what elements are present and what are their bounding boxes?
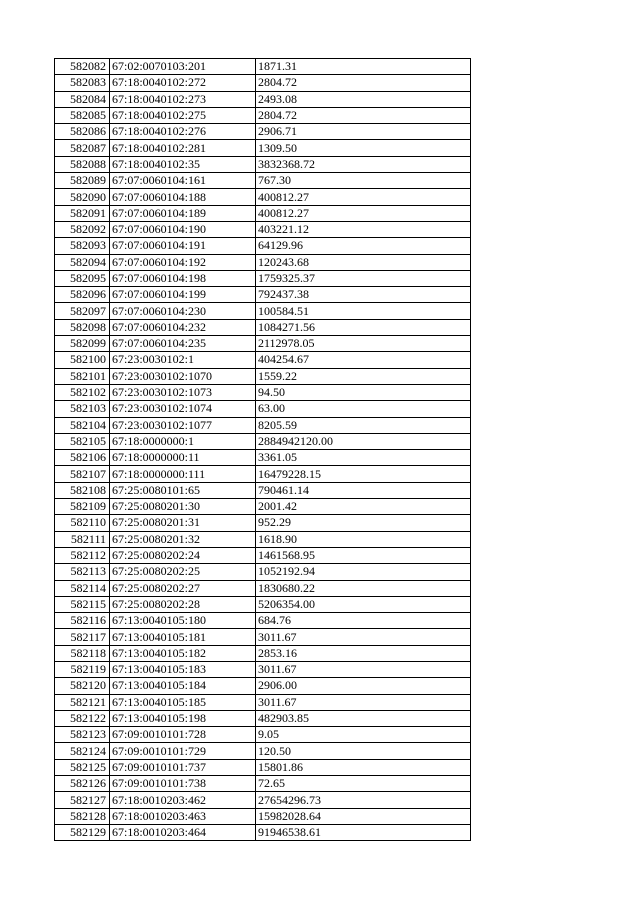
record-id-cell: 582099 [55,336,110,352]
record-id-cell: 582091 [55,205,110,221]
cadastral-number-cell: 67:25:0080202:27 [110,580,256,596]
table-row [55,629,471,645]
amount-cell: 1052192.94 [256,564,471,580]
table-row [55,661,471,677]
table-row [55,759,471,775]
cadastral-number-cell: 67:18:0040102:276 [110,124,256,140]
record-id-cell: 582088 [55,156,110,172]
amount-cell: 27654296.73 [256,792,471,808]
cadastral-number-cell: 67:13:0040105:181 [110,629,256,645]
cadastral-number-cell: 67:13:0040105:184 [110,678,256,694]
table-row [55,107,471,123]
table-row [55,808,471,824]
record-id-cell: 582115 [55,596,110,612]
amount-cell: 1871.31 [256,59,471,75]
record-id-cell: 582083 [55,75,110,91]
amount-cell: 15982028.64 [256,808,471,824]
record-id-cell: 582119 [55,661,110,677]
amount-cell: 2853.16 [256,645,471,661]
table-row [55,156,471,172]
cadastral-number-cell: 67:02:0070103:201 [110,59,256,75]
table-row [55,384,471,400]
cadastral-number-cell: 67:25:0080201:32 [110,531,256,547]
record-id-cell: 582102 [55,384,110,400]
amount-cell: 16479228.15 [256,466,471,482]
table-row [55,238,471,254]
record-id-cell: 582127 [55,792,110,808]
record-id-cell: 582122 [55,710,110,726]
record-id-cell: 582103 [55,401,110,417]
cadastral-number-cell: 67:07:0060104:191 [110,238,256,254]
record-id-cell: 582108 [55,482,110,498]
amount-cell: 2884942120.00 [256,433,471,449]
cadastral-number-cell: 67:23:0030102:1070 [110,368,256,384]
amount-cell: 482903.85 [256,710,471,726]
amount-cell: 1830680.22 [256,580,471,596]
cadastral-number-cell: 67:13:0040105:180 [110,613,256,629]
amount-cell: 2804.72 [256,75,471,91]
record-id-cell: 582094 [55,254,110,270]
data-table [54,58,471,841]
table-body [55,59,471,841]
amount-cell: 1559.22 [256,368,471,384]
record-id-cell: 582086 [55,124,110,140]
amount-cell: 400812.27 [256,189,471,205]
record-id-cell: 582117 [55,629,110,645]
amount-cell: 3011.67 [256,629,471,645]
cadastral-number-cell: 67:18:0010203:464 [110,824,256,840]
record-id-cell: 582120 [55,678,110,694]
record-id-cell: 582126 [55,776,110,792]
table-row [55,140,471,156]
record-id-cell: 582089 [55,173,110,189]
cadastral-number-cell: 67:18:0000000:1 [110,433,256,449]
record-id-cell: 582100 [55,352,110,368]
record-id-cell: 582129 [55,824,110,840]
table-row [55,401,471,417]
amount-cell: 94.50 [256,384,471,400]
record-id-cell: 582104 [55,417,110,433]
amount-cell: 767.30 [256,173,471,189]
record-id-cell: 582121 [55,694,110,710]
cadastral-number-cell: 67:18:0010203:462 [110,792,256,808]
amount-cell: 72.65 [256,776,471,792]
cadastral-number-cell: 67:07:0060104:192 [110,254,256,270]
cadastral-number-cell: 67:23:0030102:1074 [110,401,256,417]
amount-cell: 1618.90 [256,531,471,547]
table-row [55,368,471,384]
cadastral-number-cell: 67:25:0080202:25 [110,564,256,580]
table-row [55,352,471,368]
amount-cell: 952.29 [256,515,471,531]
cadastral-number-cell: 67:13:0040105:183 [110,661,256,677]
table-row [55,287,471,303]
cadastral-number-cell: 67:07:0060104:161 [110,173,256,189]
cadastral-number-cell: 67:07:0060104:188 [110,189,256,205]
amount-cell: 3011.67 [256,661,471,677]
record-id-cell: 582098 [55,319,110,335]
table-row [55,547,471,563]
cadastral-number-cell: 67:23:0030102:1 [110,352,256,368]
table-row [55,482,471,498]
table-row [55,450,471,466]
record-id-cell: 582090 [55,189,110,205]
amount-cell: 684.76 [256,613,471,629]
record-id-cell: 582116 [55,613,110,629]
amount-cell: 91946538.61 [256,824,471,840]
cadastral-number-cell: 67:07:0060104:232 [110,319,256,335]
record-id-cell: 582118 [55,645,110,661]
amount-cell: 1084271.56 [256,319,471,335]
cadastral-number-cell: 67:25:0080101:65 [110,482,256,498]
record-id-cell: 582105 [55,433,110,449]
record-id-cell: 582093 [55,238,110,254]
amount-cell: 2493.08 [256,91,471,107]
cadastral-number-cell: 67:07:0060104:235 [110,336,256,352]
amount-cell: 120243.68 [256,254,471,270]
amount-cell: 3361.05 [256,450,471,466]
record-id-cell: 582110 [55,515,110,531]
amount-cell: 2906.00 [256,678,471,694]
table-row [55,678,471,694]
record-id-cell: 582123 [55,727,110,743]
table-row [55,792,471,808]
record-id-cell: 582106 [55,450,110,466]
table-row [55,124,471,140]
table-row [55,221,471,237]
cadastral-number-cell: 67:18:0000000:11 [110,450,256,466]
amount-cell: 100584.51 [256,303,471,319]
cadastral-number-cell: 67:25:0080201:30 [110,499,256,515]
cadastral-number-cell: 67:18:0000000:111 [110,466,256,482]
amount-cell: 9.05 [256,727,471,743]
record-id-cell: 582111 [55,531,110,547]
cadastral-number-cell: 67:09:0010101:738 [110,776,256,792]
amount-cell: 5206354.00 [256,596,471,612]
cadastral-number-cell: 67:07:0060104:189 [110,205,256,221]
cadastral-number-cell: 67:07:0060104:198 [110,270,256,286]
amount-cell: 400812.27 [256,205,471,221]
cadastral-number-cell: 67:07:0060104:190 [110,221,256,237]
record-id-cell: 582085 [55,107,110,123]
amount-cell: 2112978.05 [256,336,471,352]
cadastral-number-cell: 67:18:0010203:463 [110,808,256,824]
table-row [55,59,471,75]
amount-cell: 790461.14 [256,482,471,498]
record-id-cell: 582113 [55,564,110,580]
record-id-cell: 582125 [55,759,110,775]
cadastral-number-cell: 67:13:0040105:182 [110,645,256,661]
cadastral-number-cell: 67:18:0040102:281 [110,140,256,156]
record-id-cell: 582124 [55,743,110,759]
table-row [55,336,471,352]
table-row [55,91,471,107]
record-id-cell: 582084 [55,91,110,107]
cadastral-number-cell: 67:25:0080201:31 [110,515,256,531]
cadastral-number-cell: 67:09:0010101:728 [110,727,256,743]
amount-cell: 1759325.37 [256,270,471,286]
table-row [55,515,471,531]
record-id-cell: 582082 [55,59,110,75]
table-row [55,710,471,726]
record-id-cell: 582087 [55,140,110,156]
table-row [55,499,471,515]
amount-cell: 3011.67 [256,694,471,710]
record-id-cell: 582097 [55,303,110,319]
cadastral-number-cell: 67:18:0040102:275 [110,107,256,123]
amount-cell: 64129.96 [256,238,471,254]
cadastral-number-cell: 67:25:0080202:24 [110,547,256,563]
record-id-cell: 582095 [55,270,110,286]
amount-cell: 1461568.95 [256,547,471,563]
record-id-cell: 582112 [55,547,110,563]
table-row [55,303,471,319]
amount-cell: 2804.72 [256,107,471,123]
table-row [55,417,471,433]
table-row [55,173,471,189]
cadastral-number-cell: 67:18:0040102:272 [110,75,256,91]
record-id-cell: 582128 [55,808,110,824]
cadastral-number-cell: 67:09:0010101:737 [110,759,256,775]
record-id-cell: 582109 [55,499,110,515]
amount-cell: 15801.86 [256,759,471,775]
amount-cell: 120.50 [256,743,471,759]
amount-cell: 1309.50 [256,140,471,156]
table-row [55,319,471,335]
cadastral-number-cell: 67:25:0080202:28 [110,596,256,612]
table-row [55,189,471,205]
amount-cell: 2001.42 [256,499,471,515]
amount-cell: 404254.67 [256,352,471,368]
amount-cell: 2906.71 [256,124,471,140]
cadastral-number-cell: 67:07:0060104:199 [110,287,256,303]
cadastral-number-cell: 67:09:0010101:729 [110,743,256,759]
table-row [55,433,471,449]
table-row [55,205,471,221]
amount-cell: 3832368.72 [256,156,471,172]
amount-cell: 63.00 [256,401,471,417]
table-row [55,270,471,286]
table-row [55,776,471,792]
table-row [55,613,471,629]
record-id-cell: 582096 [55,287,110,303]
cadastral-number-cell: 67:13:0040105:185 [110,694,256,710]
table-row [55,466,471,482]
cadastral-number-cell: 67:13:0040105:198 [110,710,256,726]
record-id-cell: 582107 [55,466,110,482]
cadastral-number-cell: 67:23:0030102:1077 [110,417,256,433]
table-row [55,743,471,759]
record-id-cell: 582114 [55,580,110,596]
amount-cell: 8205.59 [256,417,471,433]
table-row [55,694,471,710]
cadastral-number-cell: 67:23:0030102:1073 [110,384,256,400]
record-id-cell: 582092 [55,221,110,237]
table-row [55,727,471,743]
table-row [55,564,471,580]
table-row [55,645,471,661]
amount-cell: 403221.12 [256,221,471,237]
cadastral-number-cell: 67:18:0040102:35 [110,156,256,172]
amount-cell: 792437.38 [256,287,471,303]
table-row [55,254,471,270]
table-row [55,531,471,547]
cadastral-number-cell: 67:07:0060104:230 [110,303,256,319]
table-row [55,75,471,91]
table-row [55,824,471,840]
record-id-cell: 582101 [55,368,110,384]
table-row [55,580,471,596]
cadastral-number-cell: 67:18:0040102:273 [110,91,256,107]
table-row [55,596,471,612]
